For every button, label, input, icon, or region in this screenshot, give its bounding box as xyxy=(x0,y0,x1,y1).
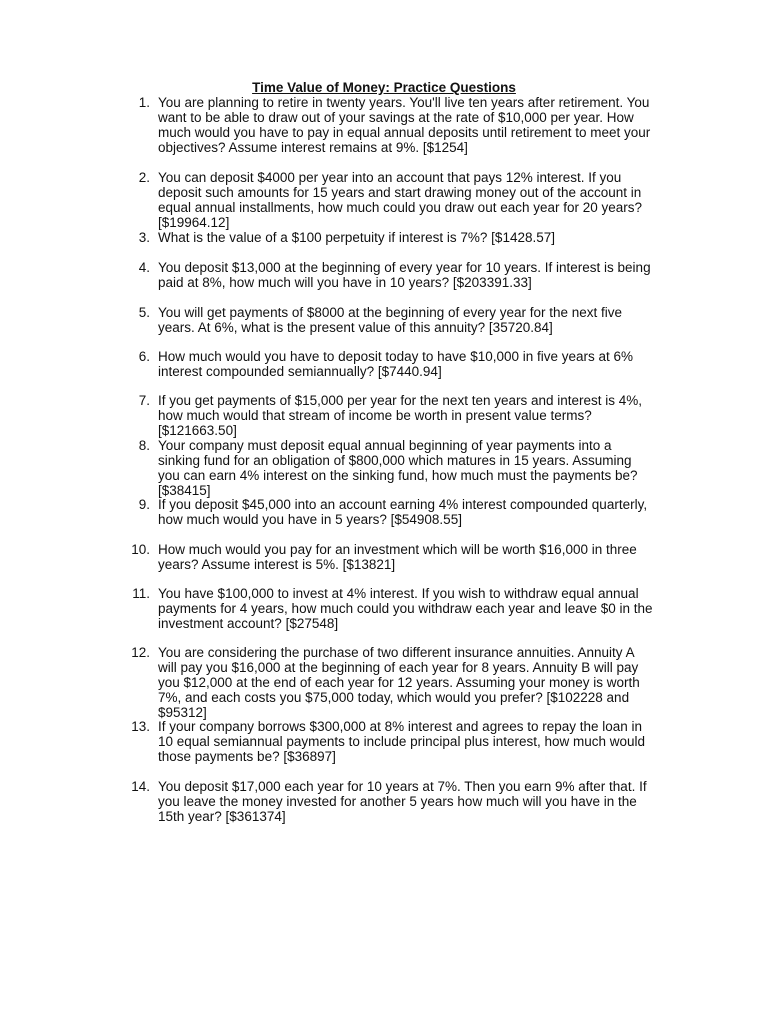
question-text: You are planning to retire in twenty years. You'll live ten years after retirement. You want to be able to draw out of your savings at the rate of $10,000 per year. How much would you have to pay in equal annual deposits until retirement to meet your objectives? Assume interest remains at 9%. [$1254] xyxy=(158,95,651,155)
question-number: 14. xyxy=(131,779,150,794)
question-number: 13. xyxy=(131,719,150,734)
question-text: You are considering the purchase of two different insurance annuities. Annuity A will pay you $16,000 at the beginning of each year for 8 years. Annuity B will pay you $12,000 at the end of each year for 12 years. Assuming your money is worth 7%, and each costs you $75,000 today, which would you prefer? [$102228 and $95312] xyxy=(158,645,640,720)
question-number: 9. xyxy=(138,497,150,512)
question-text: You deposit $17,000 each year for 10 years at 7%. Then you earn 9% after that. If you leave the money invested for another 5 years how much will you have in the 15th year? [$361374] xyxy=(158,779,647,824)
question-number: 2. xyxy=(138,170,150,185)
question-number: 8. xyxy=(138,438,150,453)
question-text: Your company must deposit equal annual beginning of year payments into a sinking fund for an obligation of $800,000 which matures in 15 years. Assuming you can earn 4% interest on the sinking fund, how much must the payments be? [$38415] xyxy=(158,438,638,498)
question-number: 10. xyxy=(131,542,150,557)
question-number: 6. xyxy=(138,349,150,364)
question-number: 5. xyxy=(138,305,150,320)
question-number: 11. xyxy=(132,586,150,601)
question-text: You can deposit $4000 per year into an account that pays 12% interest. If you deposit such amounts for 15 years and start drawing money out of the account in equal annual installments, how much could you draw out each year for 20 years? [$19964.12] xyxy=(158,170,643,230)
question-number: 7. xyxy=(138,393,150,408)
question-text: How much would you have to deposit today to have $10,000 in five years at 6% interest compounded semiannually? [$7440.94] xyxy=(158,349,634,379)
question-number: 3. xyxy=(138,230,150,245)
question-text: What is the value of a $100 perpetuity if interest is 7%? [$1428.57] xyxy=(158,230,555,245)
page-title: Time Value of Money: Practice Questions xyxy=(252,80,516,95)
question-text: You have $100,000 to invest at 4% interest. If you wish to withdraw equal annual payments for 4 years, how much could you withdraw each year and leave $0 in the investment account? [$27548] xyxy=(158,586,653,631)
question-number: 4. xyxy=(138,260,150,275)
question-text: How much would you pay for an investment which will be worth $16,000 in three years? Assume interest is 5%. [$13821] xyxy=(158,542,637,572)
question-text: If you deposit $45,000 into an account earning 4% interest compounded quarterly, how much would you have in 5 years? [$54908.55] xyxy=(158,497,648,527)
question-number: 12. xyxy=(131,645,150,660)
question-text: You deposit $13,000 at the beginning of every year for 10 years. If interest is being paid at 8%, how much will you have in 10 years? [$203391.33] xyxy=(158,260,651,290)
question-text: If you get payments of $15,000 per year for the next ten years and interest is 4%, how much would that stream of income be worth in present value terms? [$121663.50] xyxy=(158,393,643,438)
question-text: If your company borrows $300,000 at 8% interest and agrees to repay the loan in 10 equal semiannual payments to include principal plus interest, how much would those payments be? [$36897] xyxy=(158,719,646,764)
question-number: 1. xyxy=(138,95,150,110)
question-text: You will get payments of $8000 at the beginning of every year for the next five years. At 6%, what is the present value of this annuity? [35720.84] xyxy=(158,305,623,335)
